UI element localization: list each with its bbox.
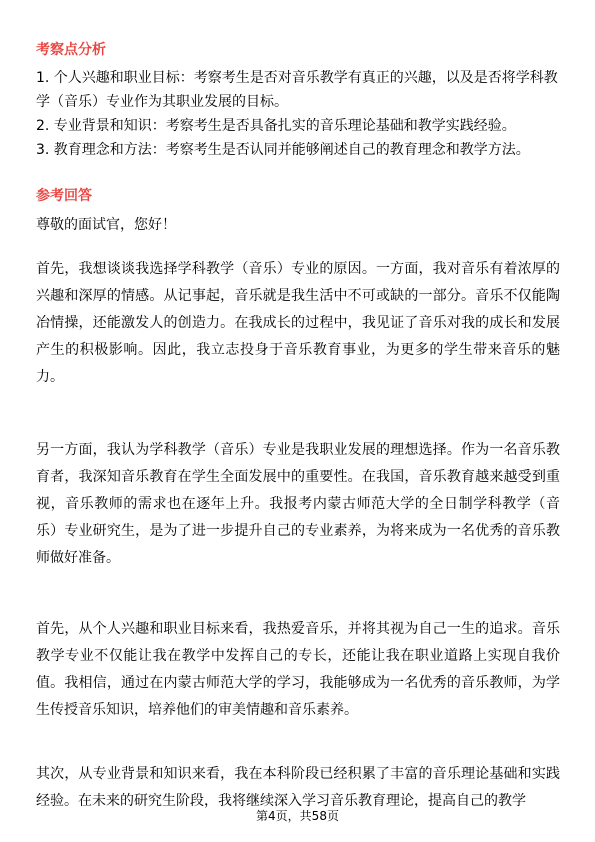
answer-paragraph-text: 首先，从个人兴趣和职业目标来看，我热爱音乐，并将其视为自己一生的追求。音乐教学专业不仅能让我在教学中发挥自己的专长，还能让我在职业道路上实现自我价值。我相信，通过在内蒙古师范大学的学习，我能够成为一名优秀的音乐教师，为学生传授音乐知识，培养他们的审美情趣和音乐素养。 bbox=[36, 621, 560, 718]
analysis-section bbox=[36, 40, 560, 162]
analysis-heading: 考察点分析 bbox=[36, 42, 106, 58]
answer-paragraph-3 bbox=[36, 616, 560, 724]
page-number: 第4页，共58页 bbox=[256, 809, 339, 823]
analysis-item-1: 1. 个人兴趣和职业目标：考察考生是否对音乐教学有真正的兴趣，以及是否将学科教学（音乐）专业作为其职业发展的目标。 bbox=[36, 70, 558, 110]
analysis-item-3: 3. 教育理念和方法：考察考生是否认同并能够阐述自己的教育理念和教学方法。 bbox=[36, 142, 530, 158]
answer-section bbox=[36, 186, 560, 239]
answer-heading: 参考回答 bbox=[36, 188, 92, 204]
answer-paragraph-text: 其次，从专业背景和知识来看，我在本科阶段已经积累了丰富的音乐理论基础和实践经验。在未来的研究生阶段，我将继续深入学习音乐教育理论，提高自己的教学 bbox=[36, 766, 560, 809]
answer-paragraph-text: 另一方面，我认为学科教学（音乐）专业是我职业发展的理想选择。作为一名音乐教育者，我深知音乐教育在学生全面发展中的重要性。在我国，音乐教育越来越受到重视，音乐教师的需求也在逐年上升。我报考内蒙古师范大学的全日制学科教学（音乐）专业研究生，是为了进一步提升自己的专业素养，为将来成为一名优秀的音乐教师做好准备。 bbox=[36, 442, 560, 566]
answer-paragraph-2 bbox=[36, 437, 560, 572]
answer-paragraph-1 bbox=[36, 256, 560, 391]
answer-greeting: 尊敬的面试官，您好！ bbox=[36, 217, 176, 233]
analysis-item-2: 2. 专业背景和知识：考察考生是否具备扎实的音乐理论基础和教学实践经验。 bbox=[36, 118, 516, 134]
answer-paragraph-text: 首先，我想谈谈我选择学科教学（音乐）专业的原因。一方面，我对音乐有着浓厚的兴趣和深厚的情感。从记事起，音乐就是我生活中不可或缺的一部分。音乐不仅能陶冶情操，还能激发人的创造力。在我成长的过程中，我见证了音乐对我的成长和发展产生的积极影响。因此，我立志投身于音乐教育事业，为更多的学生带来音乐的魅力。 bbox=[36, 261, 560, 385]
answer-paragraph-4 bbox=[36, 761, 560, 815]
